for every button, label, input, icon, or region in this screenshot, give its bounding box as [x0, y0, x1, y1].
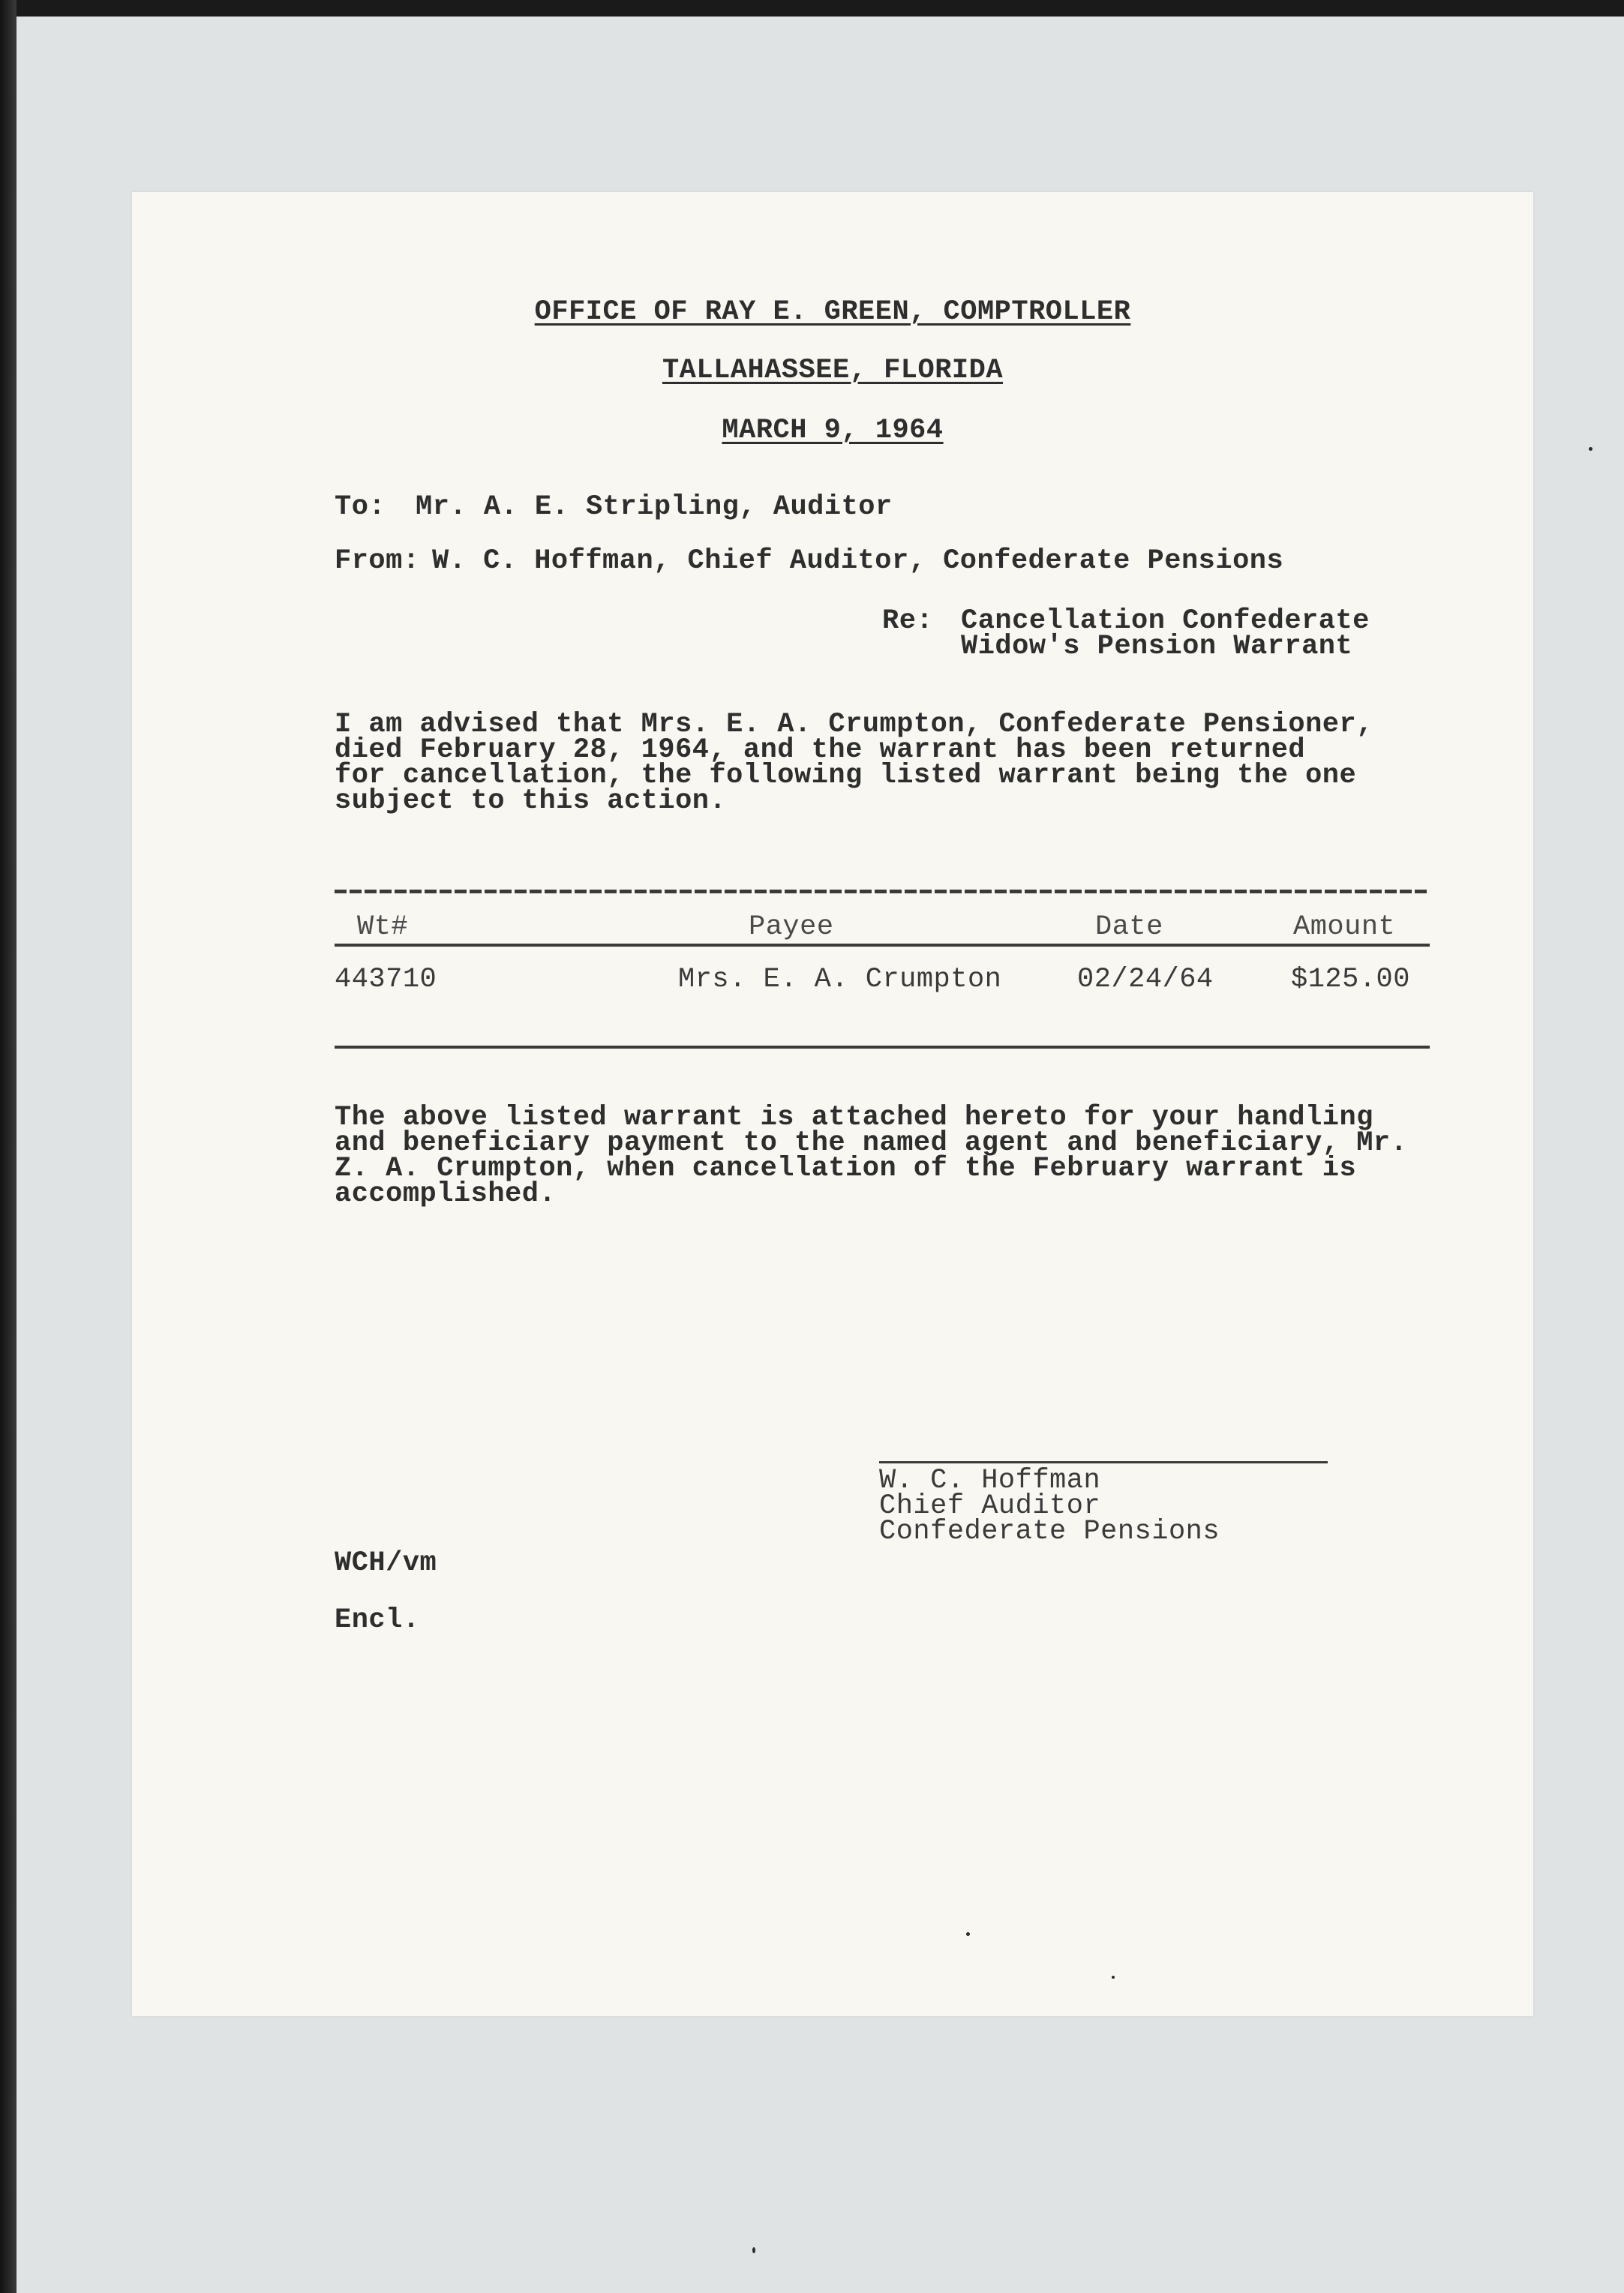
paragraph-line: died February 28, 1964, and the warrant has been returned: [335, 734, 1306, 766]
signature-line: [879, 1461, 1328, 1463]
paragraph-line: accomplished.: [335, 1178, 557, 1210]
memo-from-value: W. C. Hoffman, Chief Auditor, Confederate Pensions: [432, 545, 1284, 577]
table-top-rule: [335, 890, 1430, 893]
document-page: [132, 192, 1533, 2016]
header-wt: Wt#: [357, 911, 409, 943]
table-bottom-rule: [335, 1046, 1430, 1049]
memo-from-label: From:: [335, 545, 420, 577]
header-payee: Payee: [749, 911, 834, 943]
paper-speck: [1112, 1976, 1115, 1979]
enclosure-note: Encl.: [335, 1604, 420, 1636]
reference-initials: WCH/vm: [335, 1547, 437, 1579]
paragraph-line: I am advised that Mrs. E. A. Crumpton, Confederate Pensioner,: [335, 709, 1373, 740]
memo-re-line1: Cancellation Confederate: [961, 605, 1370, 637]
cell-date: 02/24/64: [1077, 964, 1214, 995]
paragraph-line: and beneficiary payment to the named agent and beneficiary, Mr.: [335, 1127, 1408, 1159]
memo-re-label: Re:: [882, 605, 934, 637]
letterhead-city: TALLAHASSEE, FLORIDA: [662, 355, 1004, 386]
cell-amount: $125.00: [1291, 964, 1410, 995]
header-amount: Amount: [1293, 911, 1396, 943]
memo-to-value: Mr. A. E. Stripling, Auditor: [416, 491, 893, 523]
paragraph-line: subject to this action.: [335, 785, 727, 817]
paper-speck: [966, 1932, 970, 1936]
letterhead-office: OFFICE OF RAY E. GREEN, COMPTROLLER: [534, 296, 1131, 328]
cell-wt: 443710: [335, 964, 437, 995]
table-header-rule: [335, 944, 1430, 947]
scan-speck: [752, 2247, 755, 2253]
cell-payee: Mrs. E. A. Crumpton: [678, 964, 1002, 995]
signature-dept: Confederate Pensions: [879, 1516, 1220, 1547]
letterhead-date: MARCH 9, 1964: [722, 415, 944, 446]
signature-title: Chief Auditor: [879, 1490, 1101, 1522]
memo-re-line2: Widow's Pension Warrant: [961, 631, 1353, 662]
paragraph-line: for cancellation, the following listed warrant being the one: [335, 760, 1357, 791]
signature-name: W. C. Hoffman: [879, 1465, 1101, 1496]
scan-speck: [1589, 447, 1592, 451]
memo-to-label: To:: [335, 491, 386, 523]
paragraph-line: Z. A. Crumpton, when cancellation of the February warrant is: [335, 1153, 1357, 1184]
header-date: Date: [1095, 911, 1163, 943]
paragraph-line: The above listed warrant is attached hereto for your handling: [335, 1102, 1373, 1133]
scanner-edge: [0, 0, 17, 2293]
